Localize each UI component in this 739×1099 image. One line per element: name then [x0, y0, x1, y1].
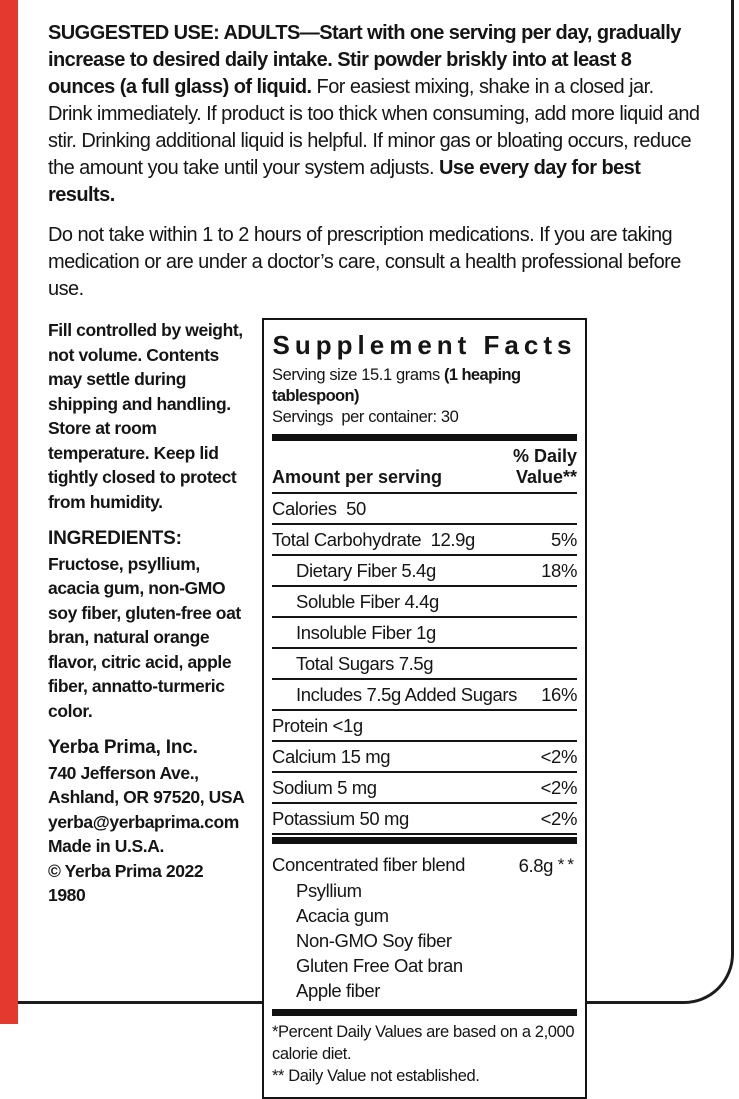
precaution-paragraph: Do not take within 1 to 2 hours of prescription medications. If you are taking medication or are under a doctor’s care, consult a health professional before use. — [48, 224, 681, 300]
table-row-added-sugars — [272, 680, 577, 711]
supplement-facts-title: Supplement Facts — [272, 330, 577, 360]
blend-amount — [519, 853, 577, 878]
company-address-line2: Ashland, OR 97520, USA — [48, 787, 245, 807]
blend-component: Non-GMO Soy fiber — [296, 930, 452, 951]
nutrient-dv: 18% — [541, 560, 577, 581]
table-row-calcium — [272, 742, 577, 773]
nutrient-label: Insoluble Fiber 1g — [296, 622, 436, 643]
nutrient-dv: <2% — [540, 808, 577, 829]
ingredients-text: Fructose, psyllium, acacia gum, non-GMO soy fiber, gluten-free oat bran, natural orange flavor, citric acid, apple fiber, annatto-turmeric color. — [48, 553, 241, 721]
suggested-use-bold-lead: SUGGESTED USE: ADULTS—Start with one serving per day, gradually increase to desired daily intake. Stir powder briskly into at least 8 ounces (a full glass) of liquid. — [48, 22, 681, 98]
company-address-line1: 740 Jefferson Ave., — [48, 762, 199, 783]
copyright-note: © Yerba Prima 2022 — [48, 860, 204, 881]
blend-dv-asterisks: ** — [557, 855, 577, 874]
suggested-use-body: For easiest mixing, shake in a closed jar. Drink immediately. If product is too thick when consuming, add more liquid and stir. Drinking additional liquid is helpful. If minor gas or bloating occurs, reduce the amount you take until your system adjusts. — [48, 76, 700, 179]
table-row-insoluble-fiber — [272, 618, 577, 649]
daily-value-header-line1: % Daily — [512, 446, 577, 466]
left-column — [48, 318, 250, 908]
nutrient-label: Dietary Fiber 5.4g — [296, 560, 436, 581]
table-row-protein — [272, 711, 577, 742]
blend-component: Acacia gum — [296, 905, 389, 926]
nutrient-label: Total Carbohydrate 12.9g — [272, 529, 475, 550]
company-info — [48, 736, 250, 908]
not-established-footnote: ** Daily Value not established. — [272, 1067, 480, 1085]
table-row-dietary-fiber — [272, 556, 577, 587]
nutrient-label: Soluble Fiber 4.4g — [296, 591, 439, 612]
divider-thick-bar — [272, 837, 577, 844]
amount-per-serving-header: Amount per serving — [272, 467, 443, 487]
suggested-use-bold-tail: Use every day for best results. — [48, 157, 641, 206]
blend-component: Psyllium — [296, 880, 362, 901]
supplement-facts-panel — [262, 318, 587, 1099]
nutrient-label: Calcium 15 mg — [272, 746, 391, 767]
facts-column-header — [272, 446, 577, 494]
suggested-use-paragraph — [48, 20, 702, 209]
two-column-area — [48, 318, 702, 1099]
company-name: Yerba Prima, Inc. — [48, 737, 198, 758]
table-row-total-carbohydrate — [272, 525, 577, 556]
table-row-potassium — [272, 804, 577, 835]
ingredients-heading: INGREDIENTS: — [48, 528, 182, 549]
made-in-note: Made in U.S.A. — [48, 836, 164, 856]
serving-size-line — [272, 365, 577, 407]
nutrient-dv: 5% — [551, 529, 577, 550]
red-edge-bar — [0, 0, 18, 1024]
table-row-soluble-fiber — [272, 587, 577, 618]
daily-value-header-line2: Value** — [515, 467, 577, 487]
company-email: yerba@yerbaprima.com — [48, 811, 239, 832]
servings-per-container-line: Servings per container: 30 — [272, 408, 459, 426]
table-row-fiber-blend — [272, 849, 577, 878]
blend-component: Gluten Free Oat bran — [296, 955, 463, 976]
blend-label: Concentrated fiber blend — [272, 854, 466, 875]
nutrient-label: Protein <1g — [272, 715, 363, 736]
nutrient-label: Potassium 50 mg — [272, 808, 409, 829]
company-year: 1980 — [48, 885, 86, 905]
nutrient-dv: 16% — [541, 684, 577, 705]
table-row-sodium — [272, 773, 577, 804]
storage-note: Fill controlled by weight, not volume. Contents may settle during shipping and handling. Store at room temperature. Keep lid tightly closed to protect from humidity. — [48, 320, 243, 512]
nutrient-label: Calories 50 — [272, 498, 366, 519]
table-row-calories — [272, 494, 577, 525]
nutrient-label: Total Sugars 7.5g — [296, 653, 434, 674]
label-content — [48, 20, 702, 1099]
nutrient-label: Includes 7.5g Added Sugars — [296, 684, 518, 705]
nutrient-dv: <2% — [540, 746, 577, 767]
blend-grams: 6.8g — [518, 855, 558, 876]
daily-value-header — [513, 446, 577, 488]
nutrient-label: Sodium 5 mg — [272, 777, 377, 798]
table-row-total-sugars — [272, 649, 577, 680]
blend-component: Apple fiber — [296, 980, 381, 1001]
serving-size-text: Serving size 15.1 grams — [272, 366, 444, 384]
serving-size-measure: (1 heaping tablespoon) — [272, 366, 525, 405]
divider-thick-bar — [272, 1009, 577, 1016]
divider-thick-bar — [272, 434, 577, 441]
nutrient-dv: <2% — [540, 777, 577, 798]
daily-value-footnote: *Percent Daily Values are based on a 2,000 calorie diet. — [272, 1023, 579, 1063]
